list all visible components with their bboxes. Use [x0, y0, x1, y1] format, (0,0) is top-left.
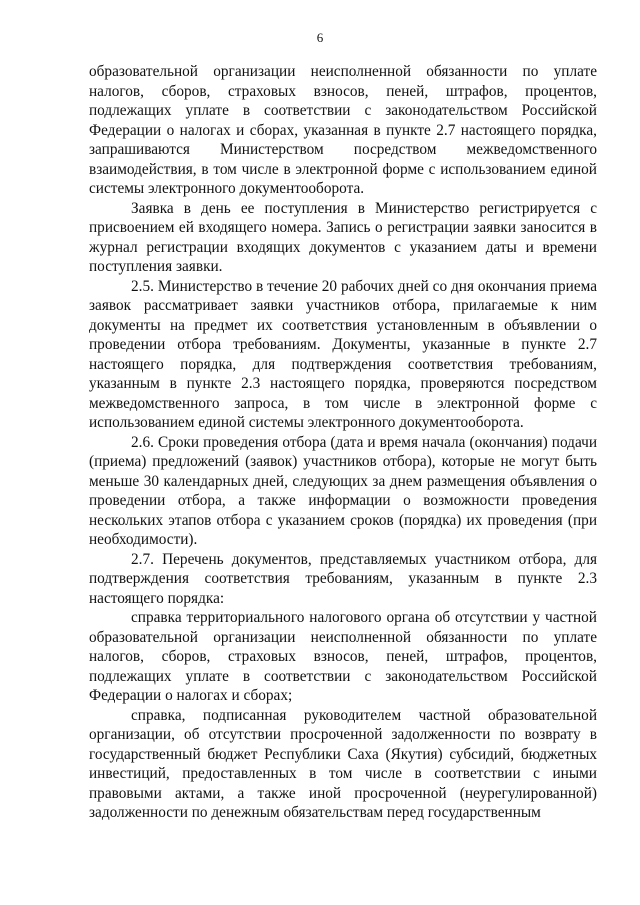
paragraph-2-6: 2.6. Сроки проведения отбора (дата и время начала (окончания) подачи (приема) предложений (заявок) участников отбора), которые не могут быть меньше 30 календарных дней, следующих за днем размещения объявления о проведении отбора, а также информации о возможности проведения нескольких этапов отбора с указанием сроков (порядка) их проведения (при необходимости). — [89, 433, 597, 548]
paragraph-2-7: 2.7. Перечень документов, представляемых участником отбора, для подтверждения соответствия требованиям, указанным в пункте 2.3 настоящего порядка: — [89, 550, 597, 607]
paragraph-continuation: образовательной организации неисполненной обязанности по уплате налогов, сборов, страховых взносов, пеней, штрафов, процентов, подлежащих уплате в соответствии с законодательством Российской Федерации о налогах и сборах, указанная в пункте 2.7 настоящего порядка, запрашиваются Министерством посредством межведомственного взаимодействия, в том числе в электронной форме с использованием единой системы электронного документооборота. — [89, 63, 597, 197]
page-number: 6 — [316, 30, 324, 45]
paragraph-debt-certificate: справка, подписанная руководителем частной образовательной организации, об отсутствии просроченной задолженности по возврату в государственный бюджет Республики Саха (Якутия) субсидий, бюджетных инвестиций, предоставленных в том числе в соответствии с иными правовыми актами, а также иной просроченной (неурегулированной) задолженности по денежным обязательствам перед государственным — [89, 706, 597, 821]
document-body — [89, 62, 597, 823]
paragraph-registration: Заявка в день ее поступления в Министерство регистрируется с присвоением ей входящего номера. Запись о регистрации заявки заносится в журнал регистрации входящих документов с указанием даты и времени поступления заявки. — [89, 199, 597, 275]
paragraph-tax-certificate: справка территориального налогового органа об отсутствии у частной образовательной организации неисполненной обязанности по уплате налогов, сборов, страховых взносов, пеней, штрафов, процентов, подлежащих уплате в соответствии с законодательством Российской Федерации о налогах и сборах; — [89, 609, 597, 704]
paragraph-2-5: 2.5. Министерство в течение 20 рабочих дней со дня окончания приема заявок рассматривает заявки участников отбора, прилагаемые к ним документы на предмет их соответствия установленным в объявлении о проведении отбора требованиям. Документы, указанные в пункте 2.7 настоящего порядка, для подтверждения соответствия требованиям, указанным в пункте 2.3 настоящего порядка, проверяются посредством межведомственного запроса, в том числе в электронной форме с использованием единой системы электронного документооборота. — [89, 277, 597, 431]
